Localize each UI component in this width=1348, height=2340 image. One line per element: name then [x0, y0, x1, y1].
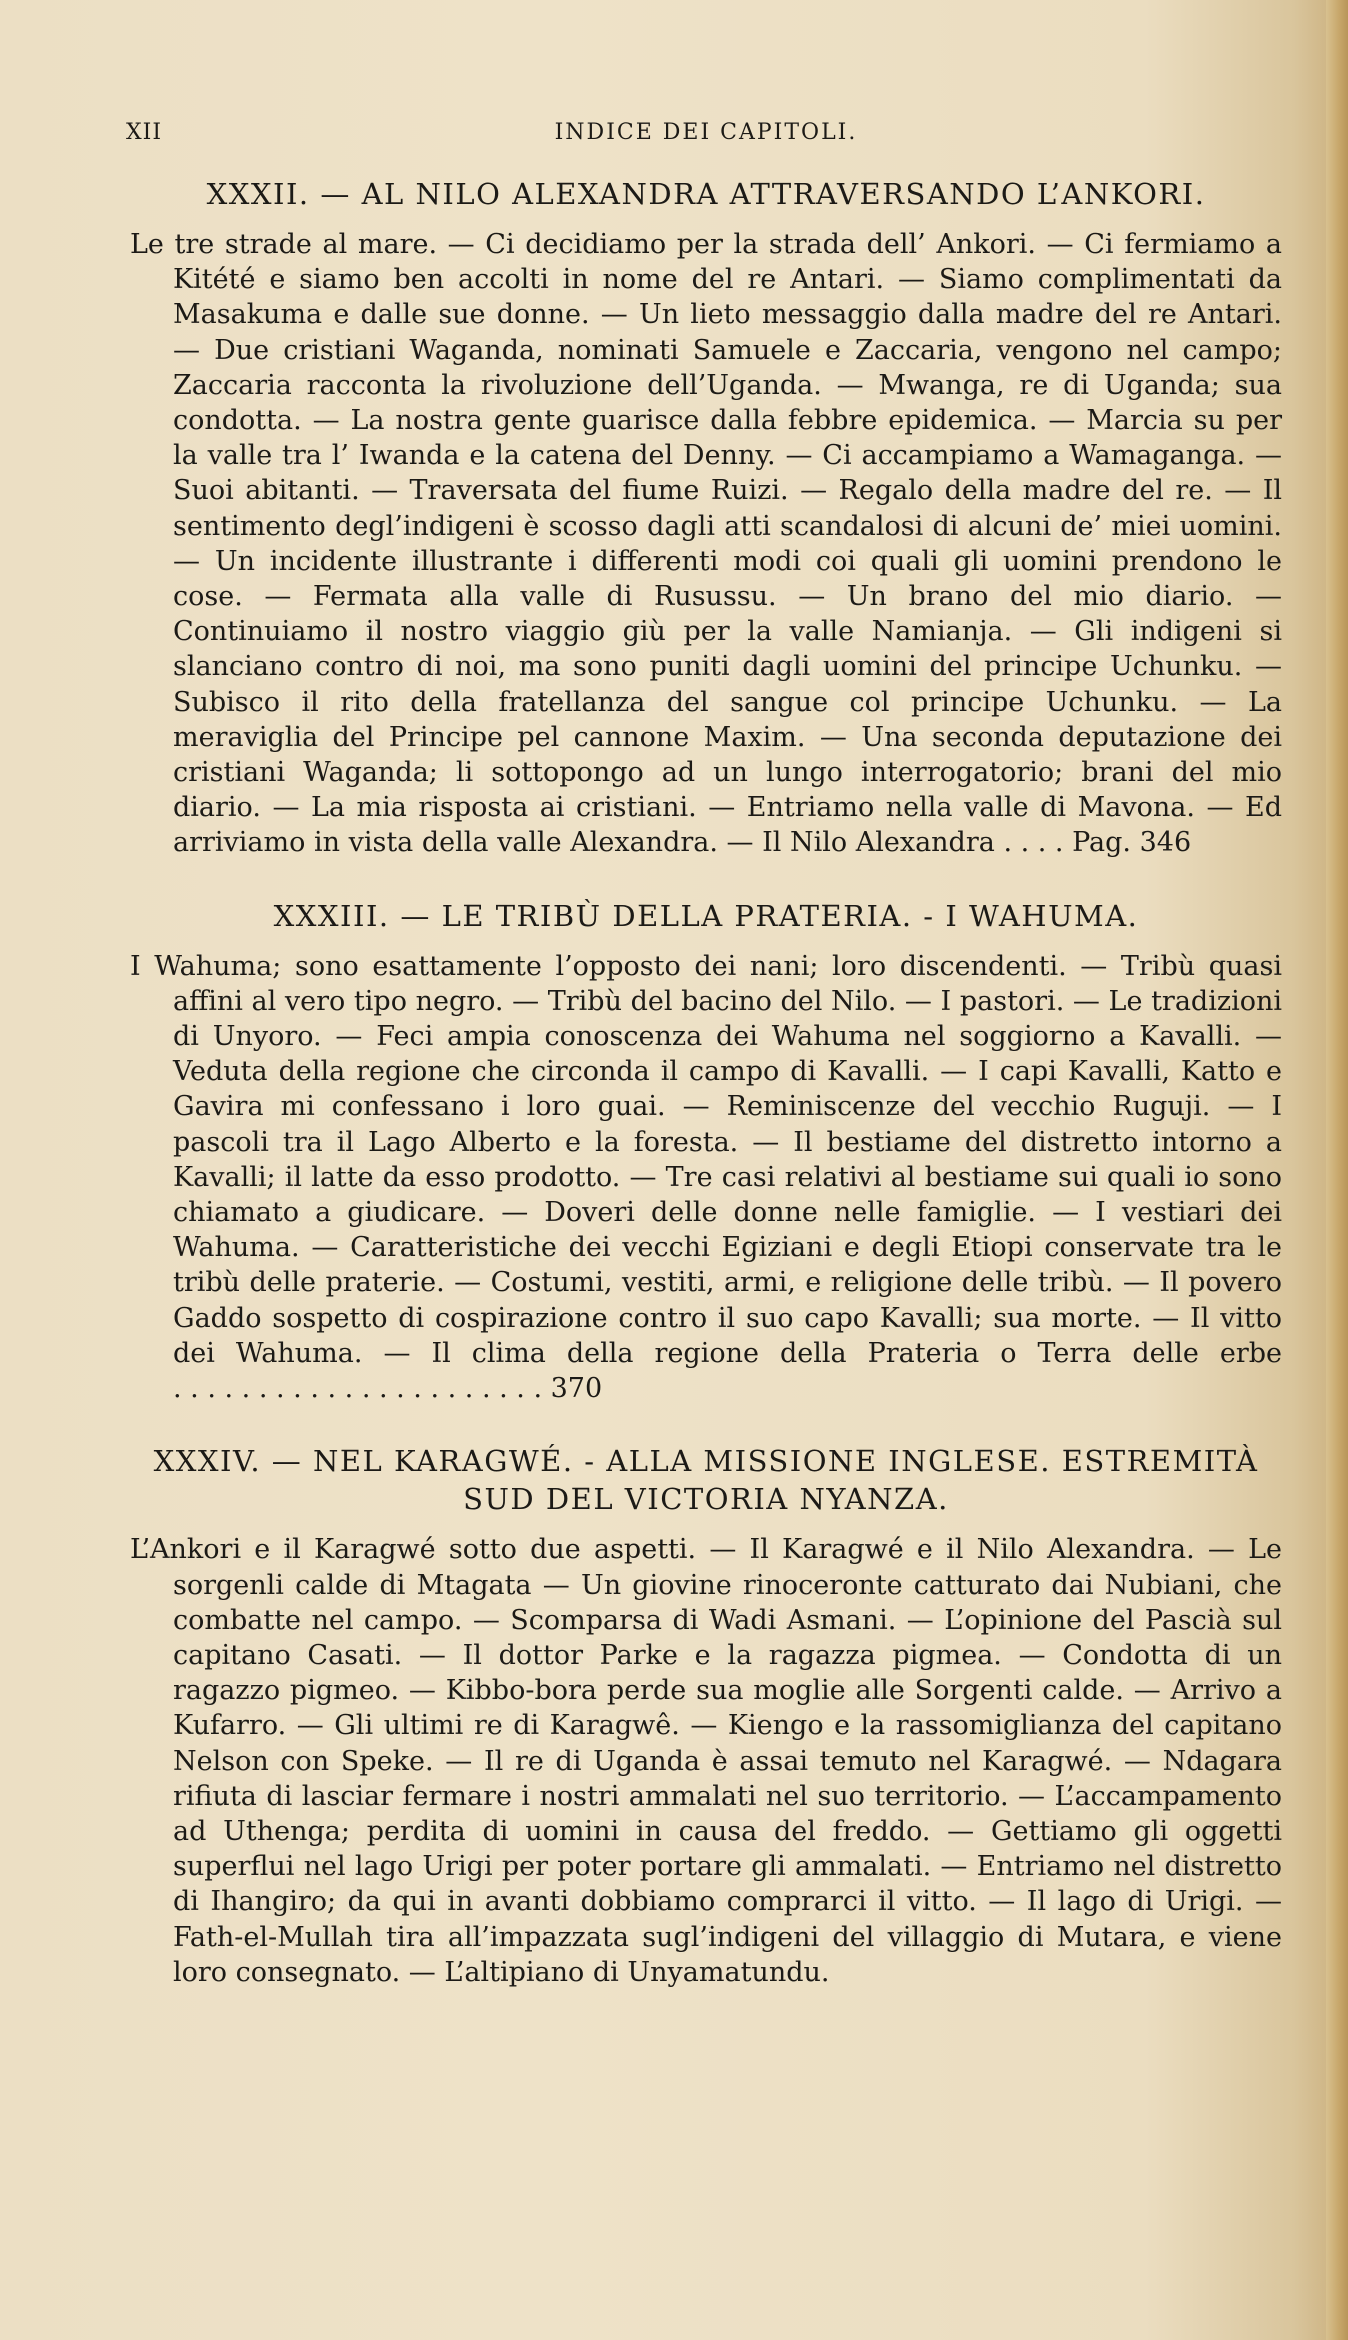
running-title: INDICE DEI CAPITOLI.	[554, 120, 858, 145]
chapter-summary-text: Le tre strade al mare. — Ci decidiamo per la strada dell’ Ankori. — Ci fermiamo a Kitété e siamo ben accolti in nome del re Antari. — Siamo complimentati da Masakuma e dalle sue donne. — Un lieto messaggio dalla madre del re Antari. — Due cristiani Waganda, nominati Samuele e Zaccaria, vengono nel campo; Zaccaria racconta la rivoluzione dell’Uganda. — Mwanga, re di Uganda; sua condotta. — La nostra gente guarisce dalla febbre epidemica. — Marcia su per la valle tra l’ Iwanda e la catena del Denny. — Ci accampiamo a Wamaganga. — Suoi abitanti. — Traversata del fiume Ruizi. — Regalo della madre del re. — Il sentimento degl’indigeni è scosso dagli atti scandalosi di alcuni de’ miei uomini. — Un incidente illustrante i differenti modi coi quali gli uomini prendono le cose. — Fermata alla valle di Rusussu. — Un brano del mio diario. — Continuiamo il nostro viaggio giù per la valle Namianja. — Gli indigeni si slanciano contro di noi, ma sono puniti dagli uomini del principe Uchunku. — Subisco il rito della fratellanza del sangue col principe Uchunku. — La meraviglia del Principe pel cannone Maxim. — Una seconda deputazione dei cristiani Waganda; li sottopongo ad un lungo interrogatorio; brani del mio diario. — La mia risposta ai cristiani. — Entriamo nella valle di Mavona. — Ed arriviamo in vista della valle Alexandra. — Il Nilo Alexandra	[130, 229, 1282, 859]
chapter-xxxiv	[130, 1442, 1282, 1990]
chapter-summary	[130, 1532, 1282, 1990]
page-number: XII	[126, 120, 163, 145]
chapter-summary	[130, 227, 1282, 861]
chapter-xxxii	[130, 175, 1282, 861]
page-header	[126, 120, 1286, 160]
chapter-xxxiii	[130, 897, 1282, 1407]
chapter-summary-text: L’Ankori e il Karagwé sotto due aspetti. — Il Karagwé e il Nilo Alexandra. — Le sorgenli calde di Mtagata — Un giovine rinoceronte catturato dai Nubiani, che combatte nel campo. — Scomparsa di Wadi Asmani. — L’opinione del Pascià sul capitano Casati. — Il dottor Parke e la ragazza pigmea. — Condotta di un ragazzo pigmeo. — Kibbo-bora perde sua moglie alle Sorgenti calde. — Arrivo a Kufarro. — Gli ultimi re di Karagwê. — Kiengo e la rassomiglianza del capitano Nelson con Speke. — Il re di Uganda è assai temuto nel Karagwé. — Ndagara rifiuta di lasciar fermare i nostri ammalati nel suo territorio. — L’accampamento ad Uthenga; perdita di uomini in causa del freddo. — Gettiamo gli oggetti superflui nel lago Urigi per poter portare gli ammalati. — Entriamo nel distretto di Ihangiro; da qui in avanti dobbiamo comprarci il vitto. — Il lago di Urigi. — Fath-el-Mullah tira all’impazzata sugl’indigeni del villaggio di Mutara, e viene loro consegnato. — L’altipiano di Unyamatundu.	[130, 1534, 1282, 1988]
page-reference: . . . . . . . . . . . . . . . . . . . . . . 370	[173, 1373, 603, 1405]
chapter-list	[130, 175, 1282, 1990]
chapter-title: XXXIV. — NEL KARAGWÉ. - ALLA MISSIONE INGLESE. ESTREMITÀ SUD DEL VICTORIA NYANZA.	[153, 1444, 1259, 1517]
chapter-title: XXXII. — AL NILO ALEXANDRA ATTRAVERSANDO L’ANKORI.	[206, 177, 1206, 211]
page-reference: . . . . Pag. 346	[1003, 827, 1192, 859]
chapter-summary	[130, 949, 1282, 1407]
chapter-title: XXXIII. — LE TRIBÙ DELLA PRATERIA. - I WAHUMA.	[273, 898, 1139, 933]
page-edge	[1326, 0, 1348, 2340]
chapter-summary-text: I Wahuma; sono esattamente l’opposto dei nani; loro discendenti. — Tribù quasi affini al vero tipo negro. — Tribù del bacino del Nilo. — I pastori. — Le tradizioni di Unyoro. — Feci ampia conoscenza dei Wahuma nel soggiorno a Kavalli. — Veduta della regione che circonda il campo di Kavalli. — I capi Kavalli, Katto e Gavira mi confessano i loro guai. — Reminiscenze del vecchio Ruguji. — I pascoli tra il Lago Alberto e la foresta. — Il bestiame del distretto intorno a Kavalli; il latte da esso prodotto. — Tre casi relativi al bestiame sui quali io sono chiamato a giudicare. — Doveri delle donne nelle famiglie. — I vestiari dei Wahuma. — Caratteristiche dei vecchi Egiziani e degli Etiopi conservate tra le tribù delle praterie. — Costumi, vestiti, armi, e religione delle tribù. — Il povero Gaddo sospetto di cospirazione contro il suo capo Kavalli; sua morte. — Il vitto dei Wahuma. — Il clima della regione della Prateria o Terra delle erbe	[130, 950, 1282, 1369]
